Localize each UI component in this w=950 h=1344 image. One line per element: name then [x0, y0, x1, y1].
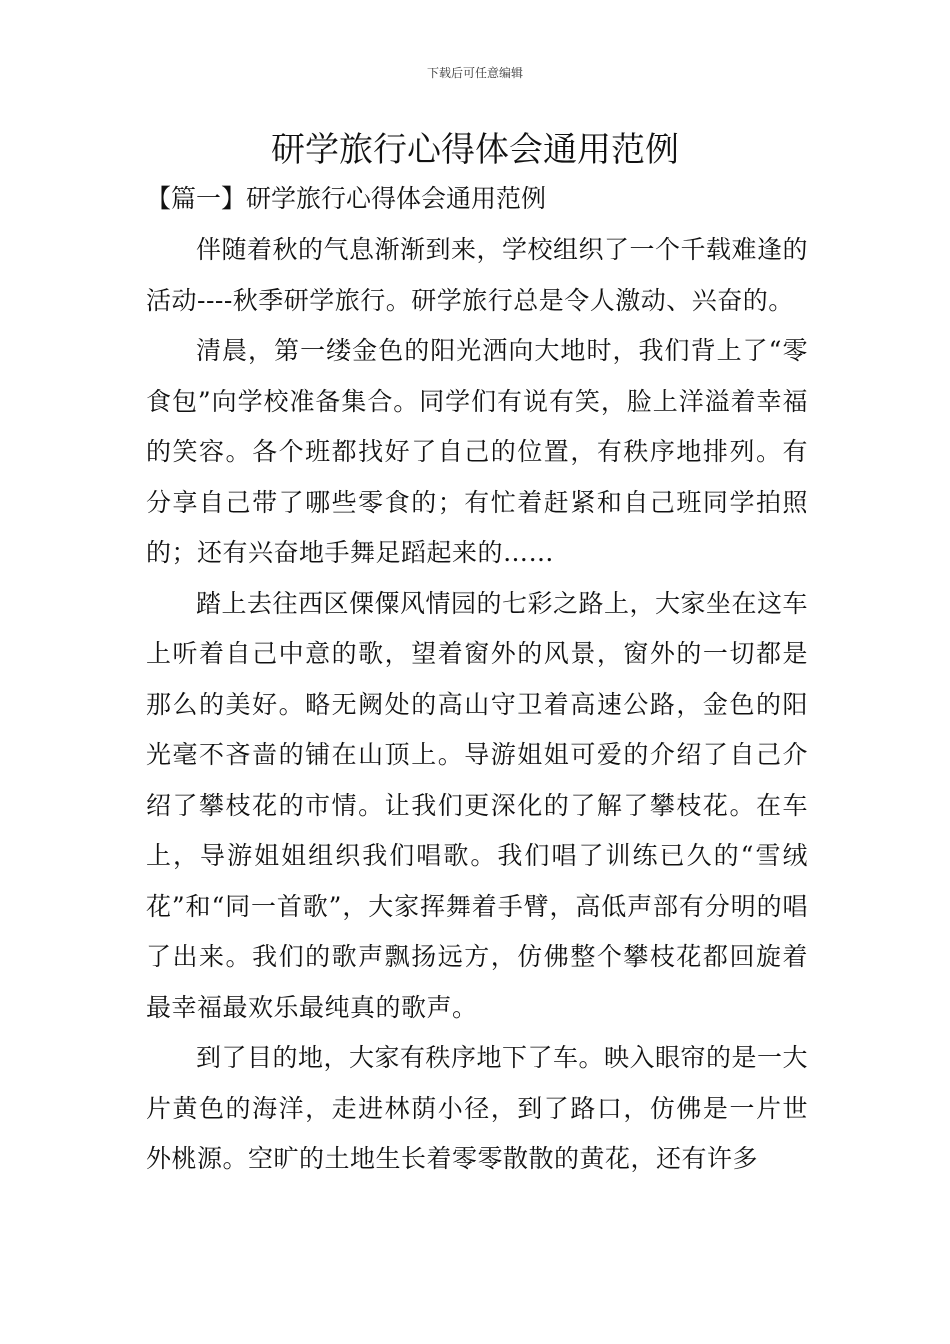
section-heading: 【篇一】研学旅行心得体会通用范例	[146, 184, 547, 213]
header-note: 下载后可任意编辑	[426, 66, 523, 80]
body-text	[146, 225, 808, 1185]
paragraph-3: 踏上去往西区傈僳风情园的七彩之路上，大家坐在这车上听着自己中意的歌，望着窗外的风景，窗外的一切都是那么的美好。略无阙处的高山守卫着高速公路，金色的阳光毫不吝啬的铺在山顶上。导游姐姐可爱的介绍了自己介绍了攀枝花的市情。让我们更深化的了解了攀枝花。在车上，导游姐姐组织我们唱歌。我们唱了训练已久的“雪绒花”和“同一首歌”，大家挥舞着手臂，高低声部有分明的唱了出来。我们的歌声飘扬远方，仿佛整个攀枝花都回旋着最幸福最欢乐最纯真的歌声。	[146, 588, 809, 1022]
paragraph-1: 伴随着秋的气息渐渐到来，学校组织了一个千载难逢的活动----秋季研学旅行。研学旅行总是令人激动、兴奋的。	[146, 235, 809, 315]
paragraph-2: 清晨，第一缕金色的阳光洒向大地时，我们背上了“零食包”向学校准备集合。同学们有说有笑，脸上洋溢着幸福的笑容。各个班都找好了自己的位置，有秩序地排列。有分享自己带了哪些零食的；有忙着赶紧和自己班同学拍照的；还有兴奋地手舞足蹈起来的……	[146, 336, 808, 567]
paragraph-4: 到了目的地，大家有秩序地下了车。映入眼帘的是一大片黄色的海洋，走进林荫小径，到了路口，仿佛是一片世外桃源。空旷的土地生长着零零散散的黄花，还有许多	[146, 1043, 809, 1173]
document-title: 研学旅行心得体会通用范例	[271, 130, 679, 170]
